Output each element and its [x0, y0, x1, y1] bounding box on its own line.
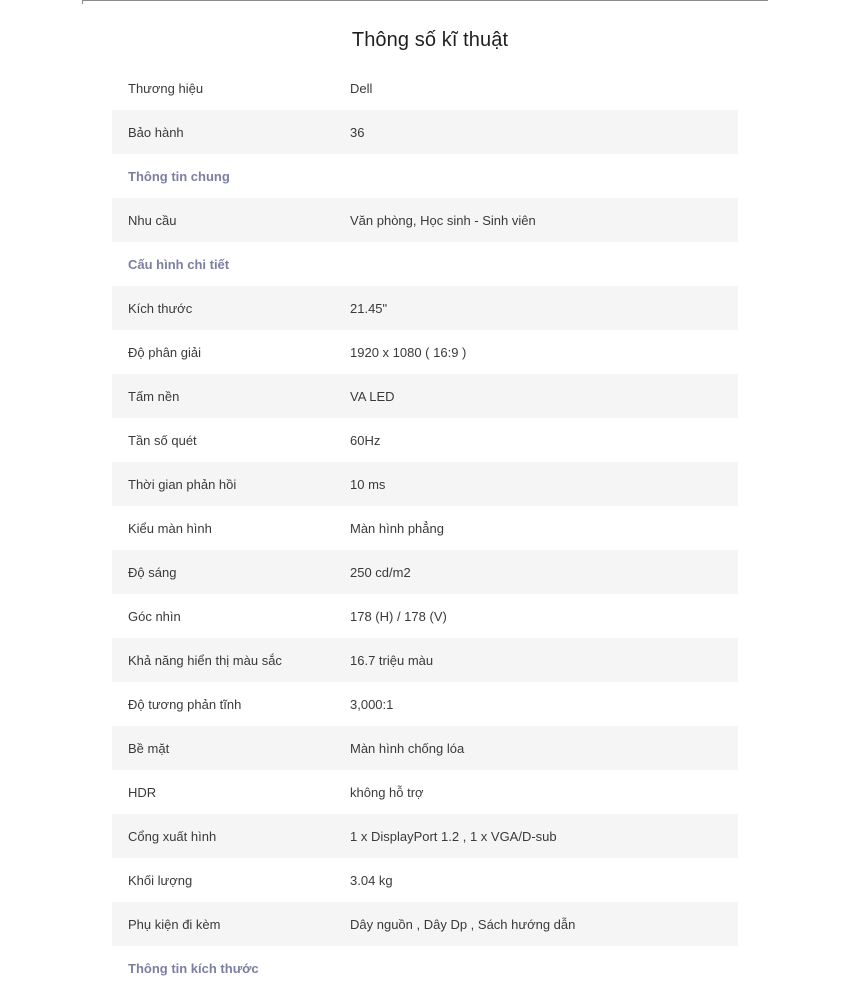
section-header-row	[112, 946, 738, 990]
spec-label: Tần số quét	[128, 432, 197, 448]
spec-value: Dell	[350, 80, 373, 96]
spec-row	[112, 858, 738, 902]
spec-row	[112, 682, 738, 726]
spec-label: Khả năng hiển thị màu sắc	[128, 652, 282, 668]
spec-row	[112, 770, 738, 814]
spec-row	[112, 286, 738, 330]
spec-value: 21.45"	[350, 300, 388, 316]
spec-value: 3,000:1	[350, 696, 394, 712]
spec-row	[112, 550, 738, 594]
spec-value: Văn phòng, Học sinh - Sinh viên	[350, 212, 536, 228]
spec-row	[112, 506, 738, 550]
spec-value: 250 cd/m2	[350, 564, 411, 580]
spec-value: 3.04 kg	[350, 872, 393, 888]
spec-label: Bề mặt	[128, 740, 170, 756]
spec-row	[112, 814, 738, 858]
spec-label: Độ sáng	[128, 564, 177, 580]
spec-row	[112, 638, 738, 682]
spec-value: 178 (H) / 178 (V)	[350, 608, 447, 624]
top-divider	[82, 0, 768, 1]
spec-value: 1 x DisplayPort 1.2 , 1 x VGA/D-sub	[350, 828, 557, 844]
spec-label: Khối lượng	[128, 872, 193, 888]
spec-label: Cổng xuất hình	[128, 828, 217, 844]
spec-value: 1920 x 1080 ( 16:9 )	[350, 344, 467, 360]
spec-row	[112, 902, 738, 946]
spec-label: Thời gian phản hồi	[128, 476, 237, 492]
spec-row	[112, 374, 738, 418]
spec-row	[112, 594, 738, 638]
spec-label: Kiểu màn hình	[128, 520, 212, 536]
top-divider-corner	[82, 0, 87, 4]
spec-value: Dây nguồn , Dây Dp , Sách hướng dẫn	[350, 916, 576, 932]
spec-row	[112, 726, 738, 770]
section-header-row	[112, 242, 738, 286]
spec-value: 10 ms	[350, 476, 386, 492]
spec-row	[112, 418, 738, 462]
spec-value: Màn hình phẳng	[350, 520, 444, 536]
spec-label: Kích thước	[128, 300, 193, 316]
spec-value: không hỗ trợ	[350, 784, 424, 800]
spec-row	[112, 330, 738, 374]
spec-label: Thương hiệu	[128, 80, 204, 96]
spec-value: Màn hình chống lóa	[350, 740, 465, 756]
spec-label: Nhu cầu	[128, 212, 177, 228]
spec-row	[112, 462, 738, 506]
spec-label: Độ phân giải	[128, 344, 201, 360]
spec-label: Độ tương phản tĩnh	[128, 696, 242, 712]
spec-label: Bảo hành	[128, 124, 184, 140]
spec-label: HDR	[128, 784, 157, 800]
spec-row	[112, 110, 738, 154]
spec-value: 36	[350, 124, 365, 140]
section-header-label: Thông tin kích thước	[128, 960, 259, 976]
page-title: Thông số kĩ thuật	[351, 29, 509, 52]
spec-table	[112, 66, 738, 990]
section-header-label: Cấu hình chi tiết	[128, 256, 230, 272]
spec-label: Góc nhìn	[128, 608, 181, 624]
spec-label: Tấm nền	[128, 388, 180, 404]
spec-value: VA LED	[350, 388, 395, 404]
spec-row	[112, 198, 738, 242]
section-header-row	[112, 154, 738, 198]
spec-row	[112, 66, 738, 110]
spec-value: 60Hz	[350, 432, 381, 448]
spec-label: Phụ kiện đi kèm	[128, 916, 221, 932]
section-header-label: Thông tin chung	[128, 168, 230, 184]
spec-value: 16.7 triệu màu	[350, 652, 434, 668]
